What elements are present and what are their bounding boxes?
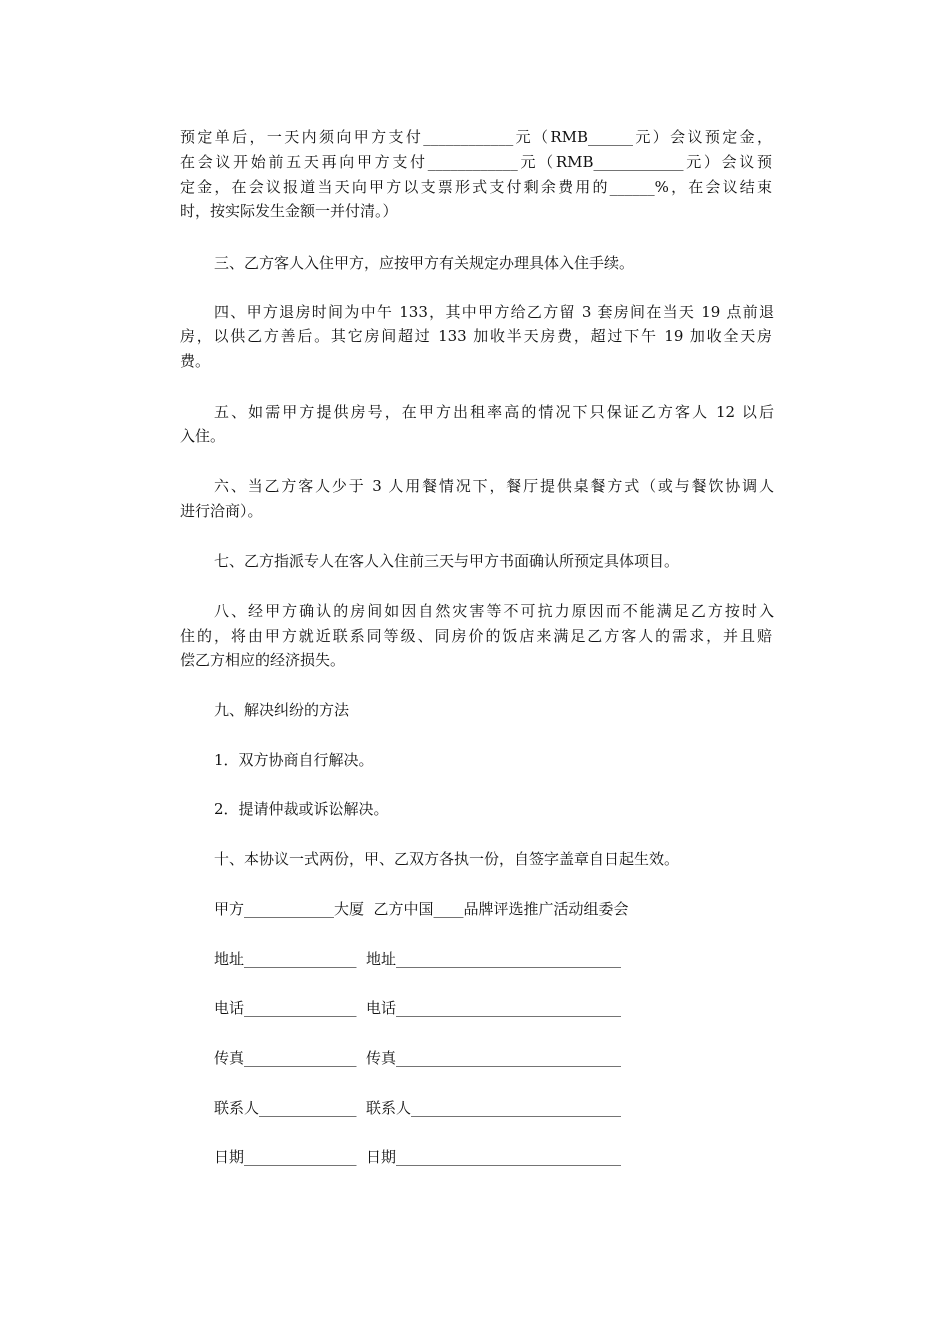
signature-date: 日期_______________ 日期______________________________	[214, 1148, 622, 1166]
clause-4-line: 房，以供乙方善后。其它房间超过 133 加收半天房费，超过下午 19 加收全天房	[180, 327, 772, 345]
clause-3: 三、乙方客人入住甲方，应按甲方有关规定办理具体入住手续。	[214, 254, 635, 272]
clause-8-line: 八、经甲方确认的房间如因自然灾害等不可抗力原因而不能满足乙方按时入	[214, 602, 774, 620]
clause-4-line: 费。	[180, 352, 211, 370]
clause-6-line: 六、当乙方客人少于 3 人用餐情况下，餐厅提供桌餐方式（或与餐饮协调人	[214, 477, 774, 495]
paragraph-line: 定金，在会议报道当天向甲方以支票形式支付剩余费用的______%，在会议结束	[180, 178, 772, 196]
signature-fax: 传真_______________ 传真______________________________	[214, 1049, 622, 1067]
clause-5-line: 入住。	[180, 427, 226, 445]
signature-parties: 甲方____________大厦 乙方中国____品牌评选推广活动组委会	[214, 900, 629, 918]
paragraph-line: 预定单后，一天内须向甲方支付____________元（RMB______元）会议预定金，	[180, 128, 772, 146]
signature-address: 地址_______________ 地址______________________________	[214, 950, 622, 968]
signature-contact: 联系人_____________ 联系人____________________________	[214, 1099, 622, 1117]
clause-9-item-1: 1．双方协商自行解决。	[214, 751, 374, 769]
paragraph-line: 时，按实际发生金额一并付清。）	[180, 202, 398, 220]
clause-6-line: 进行洽商）。	[180, 502, 263, 520]
clause-7: 七、乙方指派专人在客人入住前三天与甲方书面确认所预定具体项目。	[214, 552, 680, 570]
clause-8-line: 偿乙方相应的经济损失。	[180, 651, 346, 669]
clause-4-line: 四、甲方退房时间为中午 133，其中甲方给乙方留 3 套房间在当天 19 点前退	[214, 303, 774, 321]
clause-5-line: 五、如需甲方提供房号，在甲方出租率高的情况下只保证乙方客人 12 以后	[214, 403, 774, 421]
paragraph-line: 在会议开始前五天再向甲方支付____________元（RMB____________元）会议预	[180, 153, 772, 171]
clause-10: 十、本协议一式两份，甲、乙双方各执一份，自签字盖章自日起生效。	[214, 850, 680, 868]
signature-phone: 电话_______________ 电话______________________________	[214, 999, 622, 1017]
clause-8-line: 住的，将由甲方就近联系同等级、同房价的饭店来满足乙方客人的需求，并且赔	[180, 627, 772, 645]
clause-9-item-2: 2．提请仲裁或诉讼解决。	[214, 800, 389, 818]
clause-9-heading: 九、解决纠纷的方法	[214, 701, 350, 719]
